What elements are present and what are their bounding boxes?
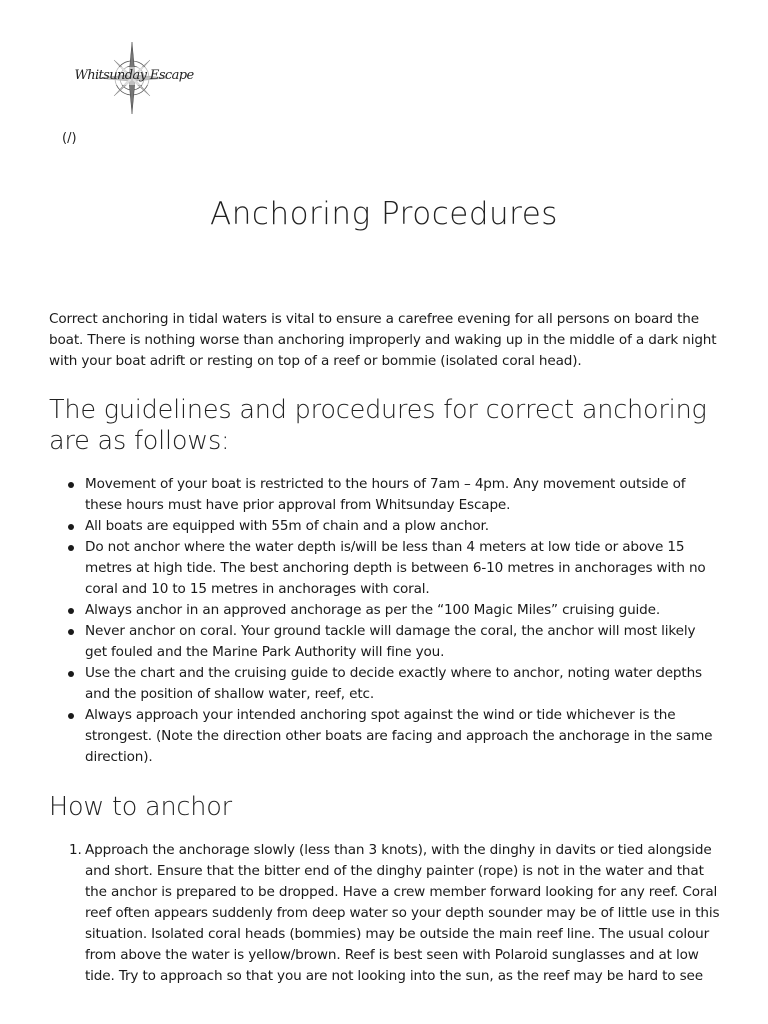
guidelines-heading: The guidelines and procedures for correct anchoring are as follows: bbox=[49, 395, 707, 456]
logo-text: Whitsunday Escape bbox=[74, 68, 194, 83]
list-item bbox=[85, 600, 721, 621]
bullet-icon bbox=[68, 671, 74, 677]
list-item bbox=[85, 663, 721, 705]
article-content bbox=[49, 309, 721, 987]
bullet-icon bbox=[68, 629, 74, 635]
step-text: Approach the anchorage slowly (less than 3 knots), with the dinghy in davits or tied alongside and short. Ensure that the bitter end of the dinghy painter (rope) is not in the water and that the anchor is prepared to be dropped. Have a crew member forward looking for any reef. Coral reef often appears suddenly from deep water so your depth sounder may be of little use in this situation. Isolated coral heads (bommies) may be outside the main reef line. The usual colour from above the water is yellow/brown. Reef is best seen with Polaroid sunglasses and at low tide. Try to approach so that you are not looking into the sun, as the reef may be hard to see bbox=[85, 842, 720, 984]
bullet-icon bbox=[68, 482, 74, 488]
list-item-text: Use the chart and the cruising guide to decide exactly where to anchor, noting water depths and the position of shallow water, reef, etc. bbox=[85, 665, 702, 702]
home-link[interactable]: (/) bbox=[62, 131, 77, 146]
bullet-icon bbox=[68, 713, 74, 719]
list-item-text: Do not anchor where the water depth is/will be less than 4 meters at low tide or above 15 metres at high tide. The best anchoring depth is between 6-10 metres in anchorages with no coral and 10 to 15 metres in anchorages with coral. bbox=[85, 539, 706, 597]
intro-paragraph: Correct anchoring in tidal waters is vital to ensure a carefree evening for all persons on board the boat. There is nothing worse than anchoring improperly and waking up in the middle of a dark night with your boat adrift or resting on top of a reef or bommie (isolated coral head). bbox=[49, 311, 717, 369]
list-item-text: All boats are equipped with 55m of chain and a plow anchor. bbox=[85, 518, 489, 534]
step-number: 1. bbox=[69, 842, 82, 858]
step-item bbox=[69, 840, 721, 987]
list-item bbox=[85, 474, 721, 516]
list-item bbox=[85, 537, 721, 600]
how-to-anchor-heading: How to anchor bbox=[49, 792, 232, 822]
site-logo[interactable] bbox=[74, 40, 194, 116]
bullet-icon bbox=[68, 608, 74, 614]
list-item-text: Always approach your intended anchoring spot against the wind or tide whichever is the strongest. (Note the direction other boats are facing and approach the anchorage in the same direction). bbox=[85, 707, 713, 765]
guidelines-list bbox=[49, 474, 721, 768]
list-item bbox=[85, 516, 721, 537]
list-item bbox=[85, 621, 721, 663]
list-item-text: Never anchor on coral. Your ground tackle will damage the coral, the anchor will most likely get fouled and the Marine Park Authority will fine you. bbox=[85, 623, 696, 660]
list-item-text: Always anchor in an approved anchorage as per the “100 Magic Miles” cruising guide. bbox=[85, 602, 661, 618]
bullet-icon bbox=[68, 524, 74, 530]
bullet-icon bbox=[68, 545, 74, 551]
page-title: Anchoring Procedures bbox=[210, 196, 558, 232]
list-item bbox=[85, 705, 721, 768]
list-item-text: Movement of your boat is restricted to the hours of 7am – 4pm. Any movement outside of these hours must have prior approval from Whitsunday Escape. bbox=[85, 476, 686, 513]
how-to-steps-list bbox=[49, 840, 721, 987]
